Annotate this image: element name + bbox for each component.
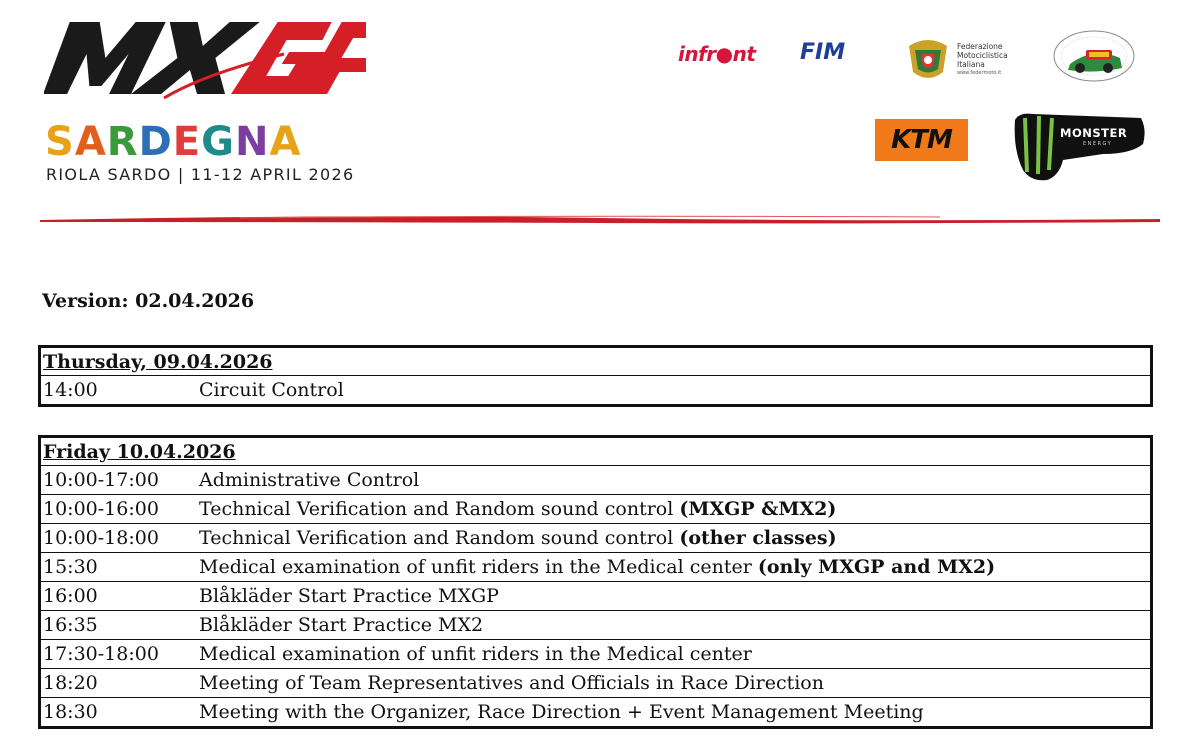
time-cell: 16:35 [43, 614, 98, 636]
desc-cell [199, 585, 1150, 607]
event-letter: A [269, 119, 302, 165]
time-cell: 18:30 [43, 701, 98, 723]
event-letter: E [172, 119, 202, 165]
monster-word: MONSTER [1060, 126, 1128, 140]
fim-logo: FIM [800, 40, 846, 65]
table-row [41, 494, 1150, 523]
event-letter: D [138, 119, 173, 165]
desc-text: Technical Verification and Random sound control [199, 527, 680, 549]
desc-bold: (other classes) [679, 527, 837, 549]
desc-cell [199, 469, 1150, 491]
desc-bold: (MXGP &MX2) [679, 498, 837, 520]
event-name [45, 120, 301, 164]
monster-claw-icon [1013, 110, 1147, 182]
table-row [41, 639, 1150, 668]
time-cell: 15:30 [43, 556, 98, 578]
desc-cell [199, 527, 1150, 549]
day-title: Friday 10.04.2026 [43, 440, 236, 463]
event-letter: A [74, 119, 107, 165]
desc-cell [199, 614, 1150, 636]
fmi-url: www.federmoto.it [957, 70, 1002, 76]
monster-energy-logo [1013, 110, 1147, 182]
table-row [41, 552, 1150, 581]
day-title: Thursday, 09.04.2026 [43, 350, 273, 373]
fmi-line: Motociclistica [957, 51, 1008, 60]
desc-text: Blåkläder Start Practice MX2 [199, 614, 484, 636]
ktm-logo: KTM [875, 119, 968, 161]
desc-text: Blåkläder Start Practice MXGP [199, 585, 499, 607]
event-letter: R [106, 119, 139, 165]
schedule-table-thursday [38, 345, 1153, 407]
event-letter: S [45, 119, 75, 165]
desc-text: Meeting with the Organizer, Race Direction + Event Management Meeting [199, 701, 924, 723]
fmi-line: Italiana [957, 60, 985, 69]
table-row [41, 523, 1150, 552]
time-cell: 17:30-18:00 [43, 643, 159, 665]
desc-text: Circuit Control [199, 379, 344, 401]
desc-text: Administrative Control [199, 469, 420, 491]
table-row [41, 668, 1150, 697]
time-cell: 10:00-18:00 [43, 527, 159, 549]
fmi-text [957, 42, 1008, 69]
event-letter: G [201, 119, 235, 165]
desc-text: Medical examination of unfit riders in the Medical center [199, 643, 752, 665]
time-cell: 14:00 [43, 379, 98, 401]
time-cell: 18:20 [43, 672, 98, 694]
motorschool-seal-icon [1050, 28, 1138, 84]
schedule-table-friday [38, 435, 1153, 729]
fmi-logo [905, 36, 1015, 82]
desc-cell [199, 556, 1150, 578]
fmi-emblem-icon [905, 36, 951, 82]
desc-cell [199, 672, 1150, 694]
infront-logo: infr●nt [678, 42, 756, 66]
time-cell: 16:00 [43, 585, 98, 607]
table-row [41, 375, 1150, 404]
mxgp-logo [44, 14, 366, 110]
table-row [41, 697, 1150, 726]
time-cell: 10:00-17:00 [43, 469, 159, 491]
table-row [41, 610, 1150, 639]
desc-text: Technical Verification and Random sound control [199, 498, 680, 520]
monster-energy: ENERGY [1083, 141, 1113, 147]
header-divider [40, 212, 1160, 226]
fmi-line: Federazione [957, 42, 1003, 51]
table-row [41, 581, 1150, 610]
desc-text: Medical examination of unfit riders in the Medical center [199, 556, 758, 578]
desc-cell [199, 643, 1150, 665]
desc-cell [199, 498, 1150, 520]
page-header [0, 0, 1185, 228]
time-cell: 10:00-16:00 [43, 498, 159, 520]
desc-bold: (only MXGP and MX2) [757, 556, 996, 578]
desc-cell [199, 701, 1150, 723]
event-letter: N [234, 119, 270, 165]
event-subtitle: RIOLA SARDO | 11-12 APRIL 2026 [46, 165, 355, 184]
desc-cell [199, 379, 1150, 401]
version-label: Version: 02.04.2026 [42, 290, 255, 312]
table-row [41, 465, 1150, 494]
desc-text: Meeting of Team Representatives and Officials in Race Direction [199, 672, 824, 694]
